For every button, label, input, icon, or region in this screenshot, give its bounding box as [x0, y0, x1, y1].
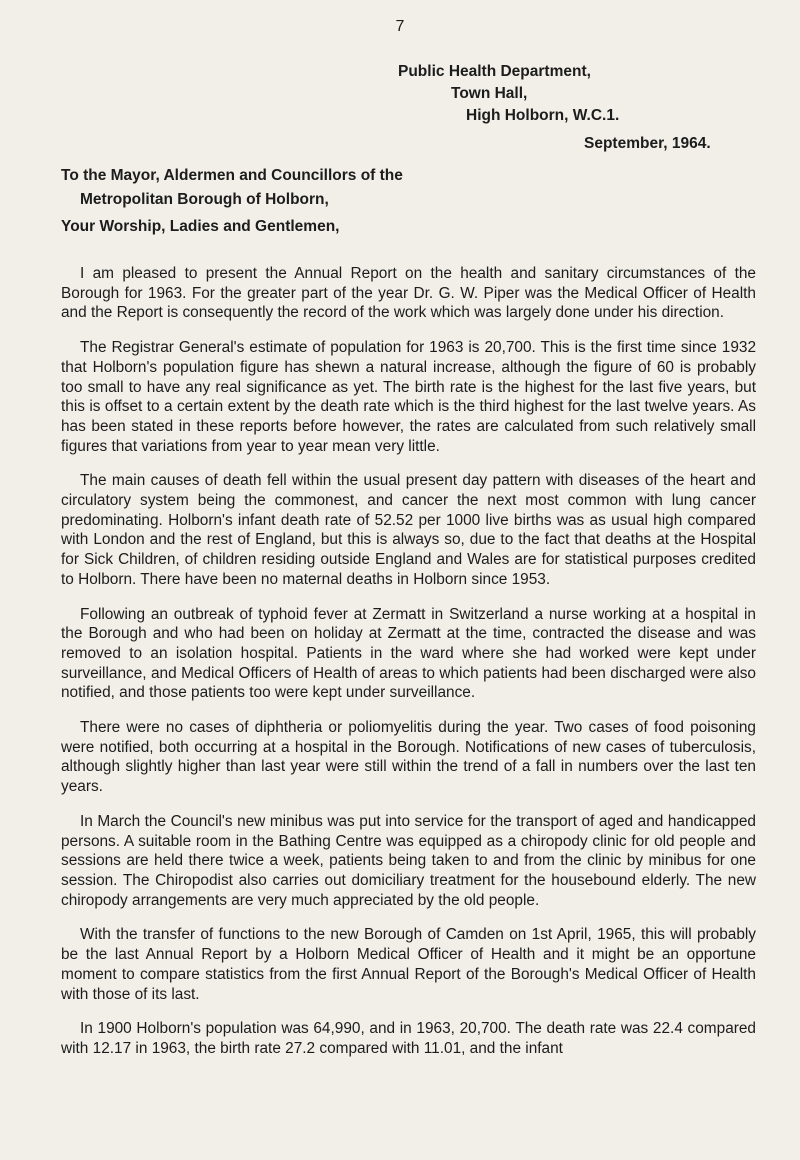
paragraph-introduction: I am pleased to present the Annual Report on the health and sanitary circumstances of the Borough for 1963. For the greater part of the year Dr. G. W. Piper was the Medical Officer of Health and the Report is consequently the record of the work which was largely done under his direction.	[61, 265, 756, 322]
greeting: Your Worship, Ladies and Gentlemen,	[61, 218, 340, 235]
address-department: Public Health Department,	[398, 63, 591, 80]
paragraph-typhoid: Following an outbreak of typhoid fever at Zermatt in Switzerland a nurse working at a hospital in the Borough and who had been on holiday at Zermatt at the time, contracted the disease and was removed to an isolation hospital. Patients in the ward where she had worked were kept under surveillance, and Medical Officers of Health of areas to which patients had been discharged were also notified, and those patients too were kept under surveillance.	[61, 605, 756, 702]
address-street: High Holborn, W.C.1.	[466, 107, 620, 124]
paragraph-statistics-comparison: In 1900 Holborn's population was 64,990, and in 1963, 20,700. The death rate was 22.4 compared with 12.17 in 1963, the birth rate 27.2 compared with 11.01, and the infant	[61, 1020, 756, 1057]
paragraph-causes-of-death: The main causes of death fell within the usual present day pattern with diseases of the heart and circulatory system being the commonest, and cancer the next most common with lung cancer predominating. Holborn's infant death rate of 52.52 per 1000 live births was as usual high compared with London and the rest of England, but this is always so, due to the fact that deaths at the Hospital for Sick Children, of children residing outside England and Wales are for statistical purposes credited to Holborn. There have been no maternal deaths in Holborn since 1953.	[61, 472, 756, 588]
paragraph-minibus-chiropody: In March the Council's new minibus was put into service for the transport of aged and handicapped persons. A suitable room in the Bathing Centre was equipped as a chiropody clinic for old people and sessions are held there twice a week, patients being taken to and from the clinic by minibus for one session. The Chiropodist also carries out domiciliary treatment for the housebound elderly. The new chiropody arrangements are very much appreciated by the old people.	[61, 812, 756, 909]
address-date: September, 1964.	[584, 135, 711, 152]
recipient-line-1: To the Mayor, Aldermen and Councillors of the	[61, 167, 403, 184]
recipient-line-2: Metropolitan Borough of Holborn,	[80, 191, 329, 208]
address-building: Town Hall,	[451, 85, 528, 102]
letter-body	[61, 264, 756, 1059]
paragraph-camden-transfer: With the transfer of functions to the new Borough of Camden on 1st April, 1965, this will probably be the last Annual Report by a Holborn Medical Officer of Health and it might be an opportune moment to compare statistics from the first Annual Report of the Borough's Medical Officer of Health with those of its last.	[61, 926, 756, 1003]
paragraph-notifiable-diseases: There were no cases of diphtheria or poliomyelitis during the year. Two cases of food poisoning were notified, both occurring at a hospital in the Borough. Notifications of new cases of tuberculosis, although slightly higher than last year were still within the trend of a fall in numbers over the last ten years.	[61, 719, 756, 796]
paragraph-population: The Registrar General's estimate of population for 1963 is 20,700. This is the first time since 1932 that Holborn's population figure has shewn a natural increase, although the figure of 60 is probably too small to have any real significance as yet. The birth rate is the highest for the last five years, but this is offset to a certain extent by the death rate which is the third highest for the last twelve years. As has been stated in these reports before however, the rates are calculated from such relatively small figures that variations from year to year mean very little.	[61, 339, 756, 455]
recipient-block	[61, 164, 403, 212]
page-number: 7	[395, 18, 405, 35]
